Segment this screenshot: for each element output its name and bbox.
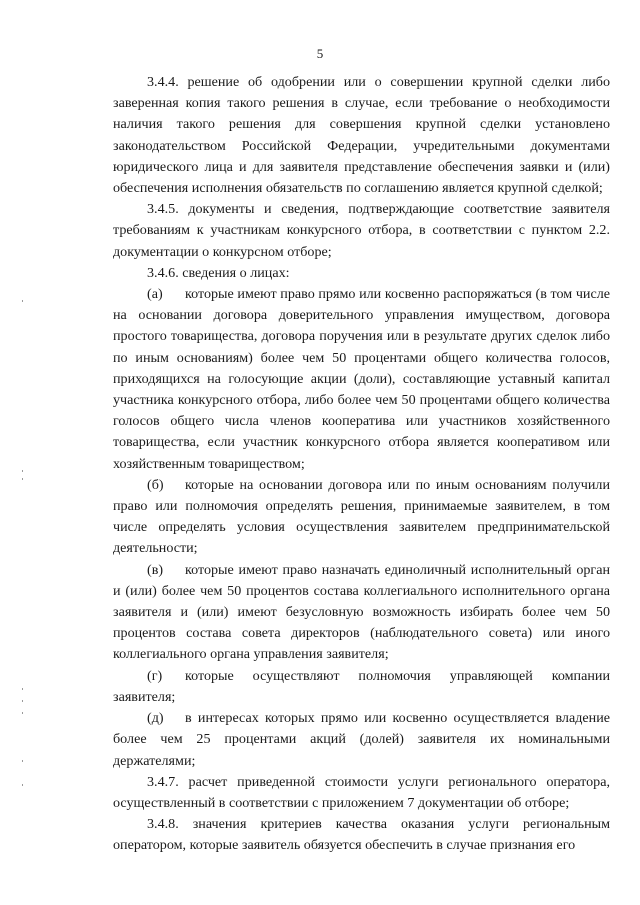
subparagraph-v <box>113 560 610 666</box>
subparagraph-text: в интересах которых прямо или косвенно осуществляется владение более чем 25 процентами акций (долей) заявителя их номинальными держателями; <box>113 710 610 769</box>
paragraph-3-4-7: 3.4.7. расчет приведенной стоимости услуги регионального оператора, осуществленный в соответствии с приложением 7 документации об отборе; <box>113 773 610 811</box>
subparagraph-b <box>113 475 610 560</box>
subparagraph-text: которые на основании договора или по иным основаниям получили право или полномочия определять решения, принимаемые заявителем, в том числе определять условия осуществления заявителем предпринимательской деятельности; <box>113 476 610 557</box>
subparagraph-letter: (в) <box>147 561 164 578</box>
subparagraph-g <box>113 666 610 708</box>
paragraph-3-4-4: 3.4.4. решение об одобрении или о совершении крупной сделки либо заверенная копия такого решения в случае, если требование о необходимости наличия такого решения для совершения крупной сделки установлено законодательством Российской Федерации, учредительными документами юридического лица и для заявителя представление обеспечения заявки и (или) обеспечения исполнения обязательств по соглашению является крупной сделкой; <box>113 74 610 197</box>
paragraph-3-4-8: 3.4.8. значения критериев качества оказания услуги региональным оператором, которые заявитель обязуется обеспечить в случае признания его <box>113 816 610 854</box>
subparagraph-d <box>113 708 610 772</box>
page-number: 5 <box>316 46 324 61</box>
subparagraph-letter: (г) <box>147 667 163 684</box>
subparagraph-text: которые имеют право прямо или косвенно распоряжаться (в том числе на основании договора доверительного управления имуществом, договора простого товарищества, договора поручения или в результате других сделок либо по иным основаниям) более чем 50 процентами общего количества голосов, приходящихся на голосующие акции (доли), составляющие уставный капитал участника конкурсного отбора, либо более чем 50 процентами общего количества голосов общего числа членов кооператива или участников хозяйственного товарищества, если участник конкурсного отбора является кооперативом или хозяйственным товариществом; <box>113 286 610 472</box>
document-body <box>113 72 610 857</box>
scan-artifacts <box>22 0 24 905</box>
subparagraph-a <box>113 284 610 475</box>
subparagraph-letter: (а) <box>147 286 163 303</box>
subparagraph-text: которые имеют право назначать единоличный исполнительный орган и (или) более чем 50 процентов состава коллегиального исполнительного органа заявителя и (или) имеют безусловную возможность избирать более чем 50 процентов состава совета директоров (наблюдательного совета) или иного коллегиального органа управления заявителя; <box>113 561 610 663</box>
paragraph-3-4-5: 3.4.5. документы и сведения, подтверждающие соответствие заявителя требованиям к участникам конкурсного отбора, в соответствии с пунктом 2.2. документации о конкурсном отборе; <box>113 201 610 260</box>
subparagraph-text: которые осуществляют полномочия управляющей компании заявителя; <box>113 667 610 705</box>
paragraph-3-4-6: 3.4.6. сведения о лицах: <box>147 264 290 281</box>
subparagraph-letter: (б) <box>147 476 164 493</box>
subparagraph-letter: (д) <box>147 710 164 727</box>
